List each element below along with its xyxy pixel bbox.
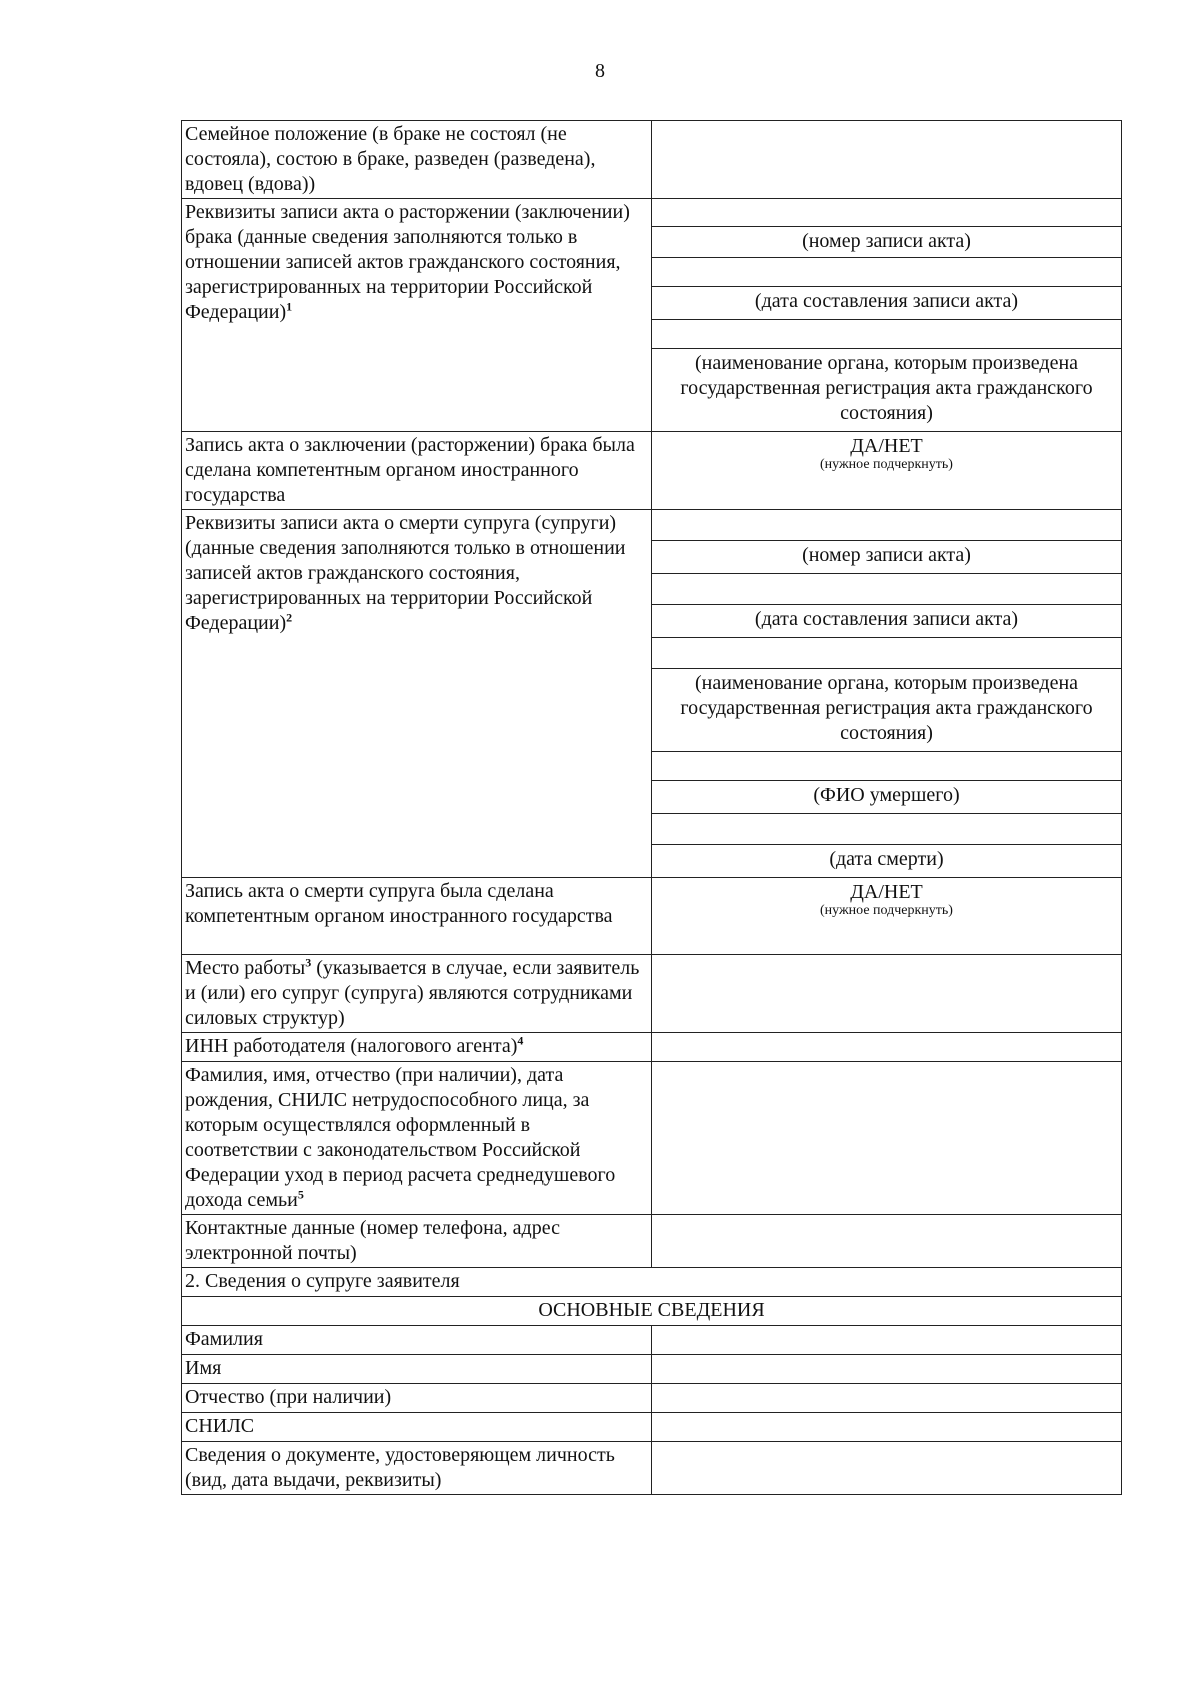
row-id-document — [182, 1442, 1122, 1495]
row-death-foreign — [182, 878, 1122, 955]
label-employer-inn-text: ИНН работодателя (налогового агента) — [185, 1035, 518, 1057]
field-employer-inn[interactable] — [652, 1033, 1122, 1062]
label-name: Имя — [182, 1355, 652, 1384]
label-death-record-text: Реквизиты записи акта о смерти супруга (супруги) (данные сведения заполняются только в отношении записей актов гражданского состояния, зарегистрированных на территории Российской Федерации) — [185, 512, 626, 634]
row-section2-subtitle — [182, 1297, 1122, 1326]
label-care-person — [182, 1062, 652, 1215]
application-form-table — [181, 120, 1122, 1495]
row-marital-status — [182, 121, 1122, 199]
row-patronymic — [182, 1384, 1122, 1413]
hint-marriage-foreign: (нужное подчеркнуть) — [820, 457, 953, 472]
field-marriage-foreign[interactable] — [652, 432, 1122, 510]
field-workplace[interactable] — [652, 955, 1122, 1033]
yes-no-marriage-foreign[interactable]: ДА/НЕТ — [850, 435, 923, 457]
input-marriage-number[interactable] — [652, 199, 1121, 227]
label-workplace-a: Место работы — [185, 957, 306, 979]
input-marriage-date[interactable] — [652, 258, 1121, 287]
input-death-number[interactable] — [652, 510, 1121, 541]
section2-subtitle: ОСНОВНЫЕ СВЕДЕНИЯ — [182, 1297, 1122, 1326]
label-contacts: Контактные данные (номер телефона, адрес электронной почты) — [182, 1215, 652, 1268]
label-death-foreign: Запись акта о смерти супруга была сделана компетентным органом иностранного государства — [182, 878, 652, 955]
input-marriage-organ[interactable] — [652, 320, 1121, 349]
field-marriage-record — [652, 199, 1122, 432]
hint-death-foreign: (нужное подчеркнуть) — [820, 903, 953, 918]
caption-death-record-date: (дата составления записи акта) — [652, 605, 1121, 638]
label-workplace-b: (указывается в случае, если заявитель и (или) его супруг (супруга) являются сотрудниками силовых структур) — [185, 957, 640, 1029]
caption-marriage-organ: (наименование органа, которым произведена государственная регистрация акта гражданского состояния) — [680, 352, 1093, 424]
yes-no-death-foreign[interactable]: ДА/НЕТ — [850, 881, 923, 903]
label-marriage-record — [182, 199, 652, 432]
label-death-record — [182, 510, 652, 878]
caption-marriage-date: (дата составления записи акта) — [652, 287, 1121, 320]
input-death-record-date[interactable] — [652, 574, 1121, 605]
input-deceased-name[interactable] — [652, 752, 1121, 781]
row-name — [182, 1355, 1122, 1384]
row-marriage-record — [182, 199, 1122, 432]
row-care-person — [182, 1062, 1122, 1215]
caption-marriage-number: (номер записи акта) — [652, 227, 1121, 258]
caption-death-date: (дата смерти) — [829, 848, 944, 870]
footnote-ref-4: 4 — [517, 1033, 524, 1048]
caption-death-organ: (наименование органа, которым произведена государственная регистрация акта гражданского состояния) — [652, 669, 1121, 752]
row-marriage-foreign — [182, 432, 1122, 510]
footnote-ref-3: 3 — [305, 955, 312, 970]
footnote-ref-2: 2 — [286, 610, 293, 625]
field-death-record — [652, 510, 1122, 878]
row-section2-title — [182, 1268, 1122, 1297]
field-snils[interactable] — [652, 1413, 1122, 1442]
label-care-person-text: Фамилия, имя, отчество (при наличии), дата рождения, СНИЛС нетрудоспособного лица, за которым осуществлялся оформленный в соответствии с законодательством Российской Федерации уход в период расчета среднедушевого дохода семьи — [185, 1064, 616, 1211]
page-number: 8 — [595, 60, 605, 82]
caption-death-number: (номер записи акта) — [652, 541, 1121, 574]
row-snils — [182, 1413, 1122, 1442]
caption-deceased-name: (ФИО умершего) — [652, 781, 1121, 814]
label-employer-inn — [182, 1033, 652, 1062]
label-id-document: Сведения о документе, удостоверяющем личность (вид, дата выдачи, реквизиты) — [182, 1442, 652, 1495]
label-patronymic: Отчество (при наличии) — [182, 1384, 652, 1413]
field-contacts[interactable] — [652, 1215, 1122, 1268]
label-snils: СНИЛС — [182, 1413, 652, 1442]
row-employer-inn — [182, 1033, 1122, 1062]
row-contacts — [182, 1215, 1122, 1268]
input-death-date[interactable] — [652, 814, 1121, 845]
field-surname[interactable] — [652, 1326, 1122, 1355]
field-patronymic[interactable] — [652, 1384, 1122, 1413]
label-marital-status: Семейное положение (в браке не состоял (не состояла), состою в браке, разведен (разведена), вдовец (вдова)) — [182, 121, 652, 199]
footnote-ref-5: 5 — [297, 1187, 304, 1202]
row-surname — [182, 1326, 1122, 1355]
field-death-foreign[interactable] — [652, 878, 1122, 955]
input-death-organ[interactable] — [652, 638, 1121, 669]
field-marital-status[interactable] — [652, 121, 1122, 199]
row-death-record — [182, 510, 1122, 878]
label-marriage-foreign: Запись акта о заключении (расторжении) брака была сделана компетентным органом иностранного государства — [182, 432, 652, 510]
footnote-ref-1: 1 — [286, 299, 293, 314]
section2-title: 2. Сведения о супруге заявителя — [182, 1268, 1122, 1297]
label-surname: Фамилия — [182, 1326, 652, 1355]
field-name[interactable] — [652, 1355, 1122, 1384]
field-care-person[interactable] — [652, 1062, 1122, 1215]
label-workplace — [182, 955, 652, 1033]
row-workplace — [182, 955, 1122, 1033]
label-marriage-record-text: Реквизиты записи акта о расторжении (заключении) брака (данные сведения заполняются только в отношении записей актов гражданского состояния, зарегистрированных на территории Российской Федерации) — [185, 201, 630, 323]
field-id-document[interactable] — [652, 1442, 1122, 1495]
